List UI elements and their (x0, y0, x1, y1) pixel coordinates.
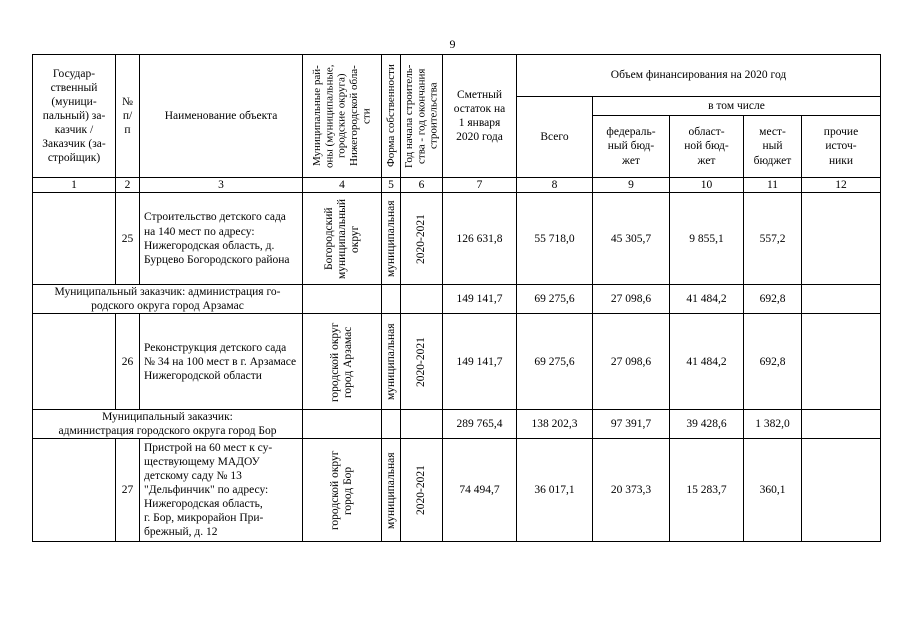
regional-value: 9 855,1 (670, 193, 744, 285)
customer-cell (33, 193, 116, 285)
local-value: 692,8 (744, 314, 802, 410)
total-value: 69 275,6 (517, 314, 593, 410)
column-number-row (33, 178, 881, 193)
estimate-value: 126 631,8 (443, 193, 517, 285)
col-num: 6 (401, 178, 443, 193)
local-value: 557,2 (744, 193, 802, 285)
estimate-value: 74 494,7 (443, 439, 517, 542)
object-name: Реконструкция детского сада № 34 на 100 мест в г. Арзамасе Нижегородской области (140, 314, 303, 410)
federal-value: 97 391,7 (593, 410, 670, 439)
col-num: 3 (140, 178, 303, 193)
other-value (802, 314, 881, 410)
district-cell: городской округ город Бор (303, 439, 382, 542)
object-name: Пристрой на 60 мест к су- ществующему МАДОУ детскому саду № 13 "Дельфинчик" по адресу: Нижегородская область, г. Бор, микрорайон При- брежный, д. 12 (140, 439, 303, 542)
total-value: 69 275,6 (517, 285, 593, 314)
group-label: Муниципальный заказчик: администрация го- родского округа город Арзамас (33, 285, 303, 314)
federal-value: 27 098,6 (593, 285, 670, 314)
regional-value: 39 428,6 (670, 410, 744, 439)
total-value: 138 202,3 (517, 410, 593, 439)
local-value: 1 382,0 (744, 410, 802, 439)
header-num: № п/ п (116, 55, 140, 178)
row-number: 25 (116, 193, 140, 285)
table-row (33, 314, 881, 410)
years-cell: 2020-2021 (401, 193, 443, 285)
ownership-cell: муниципальная (382, 193, 401, 285)
table-row (33, 193, 881, 285)
header-other: прочие источ- ники (802, 116, 881, 178)
customer-cell (33, 439, 116, 542)
col-num: 10 (670, 178, 744, 193)
estimate-value: 149 141,7 (443, 285, 517, 314)
group-row (33, 285, 881, 314)
district-cell: городской округ город Арзамас (303, 314, 382, 410)
col-num: 7 (443, 178, 517, 193)
col-num: 9 (593, 178, 670, 193)
other-value (802, 410, 881, 439)
page-number: 9 (449, 37, 456, 51)
other-value (802, 285, 881, 314)
regional-value: 41 484,2 (670, 285, 744, 314)
header-customer: Государ- ственный (муници- пальный) за- казчик / Заказчик (за- стройщик) (33, 55, 116, 178)
group-label: Муниципальный заказчик: администрация городского округа город Бор (33, 410, 303, 439)
years-cell: 2020-2021 (401, 314, 443, 410)
years-cell: 2020-2021 (401, 439, 443, 542)
header-total: Всего (517, 97, 593, 178)
object-name: Строительство детского сада на 140 мест по адресу: Нижегородская область, д. Бурцево Богородского района (140, 193, 303, 285)
regional-value: 41 484,2 (670, 314, 744, 410)
header-financing: Объем финансирования на 2020 год (517, 55, 881, 97)
col-num: 11 (744, 178, 802, 193)
col-num: 8 (517, 178, 593, 193)
estimate-value: 289 765,4 (443, 410, 517, 439)
federal-value: 45 305,7 (593, 193, 670, 285)
header-federal: федераль- ный бюд- жет (593, 116, 670, 178)
header-including: в том числе (593, 97, 881, 116)
local-value: 692,8 (744, 285, 802, 314)
header-object-name: Наименование объекта (140, 55, 303, 178)
customer-cell (33, 314, 116, 410)
district-cell: Богородский муниципальный округ (303, 193, 382, 285)
other-value (802, 439, 881, 542)
federal-value: 27 098,6 (593, 314, 670, 410)
header-ownership: Форма собственности (382, 55, 401, 178)
table-row (33, 439, 881, 542)
regional-value: 15 283,7 (670, 439, 744, 542)
total-value: 36 017,1 (517, 439, 593, 542)
row-number: 26 (116, 314, 140, 410)
header-years: Год начала строитель- ства - год окончания строительства (401, 55, 443, 178)
total-value: 55 718,0 (517, 193, 593, 285)
header-districts: Муниципальные рай- оны (муниципальные, городские округа) Нижегородской обла- сти (303, 55, 382, 178)
other-value (802, 193, 881, 285)
col-num: 12 (802, 178, 881, 193)
local-value: 360,1 (744, 439, 802, 542)
row-number: 27 (116, 439, 140, 542)
ownership-cell: муниципальная (382, 314, 401, 410)
group-row (33, 410, 881, 439)
header-regional: област- ной бюд- жет (670, 116, 744, 178)
col-num: 1 (33, 178, 116, 193)
col-num: 2 (116, 178, 140, 193)
col-num: 4 (303, 178, 382, 193)
financing-table (32, 54, 881, 542)
ownership-cell: муниципальная (382, 439, 401, 542)
col-num: 5 (382, 178, 401, 193)
header-local: мест- ный бюджет (744, 116, 802, 178)
estimate-value: 149 141,7 (443, 314, 517, 410)
header-estimate: Сметный остаток на 1 января 2020 года (443, 55, 517, 178)
federal-value: 20 373,3 (593, 439, 670, 542)
